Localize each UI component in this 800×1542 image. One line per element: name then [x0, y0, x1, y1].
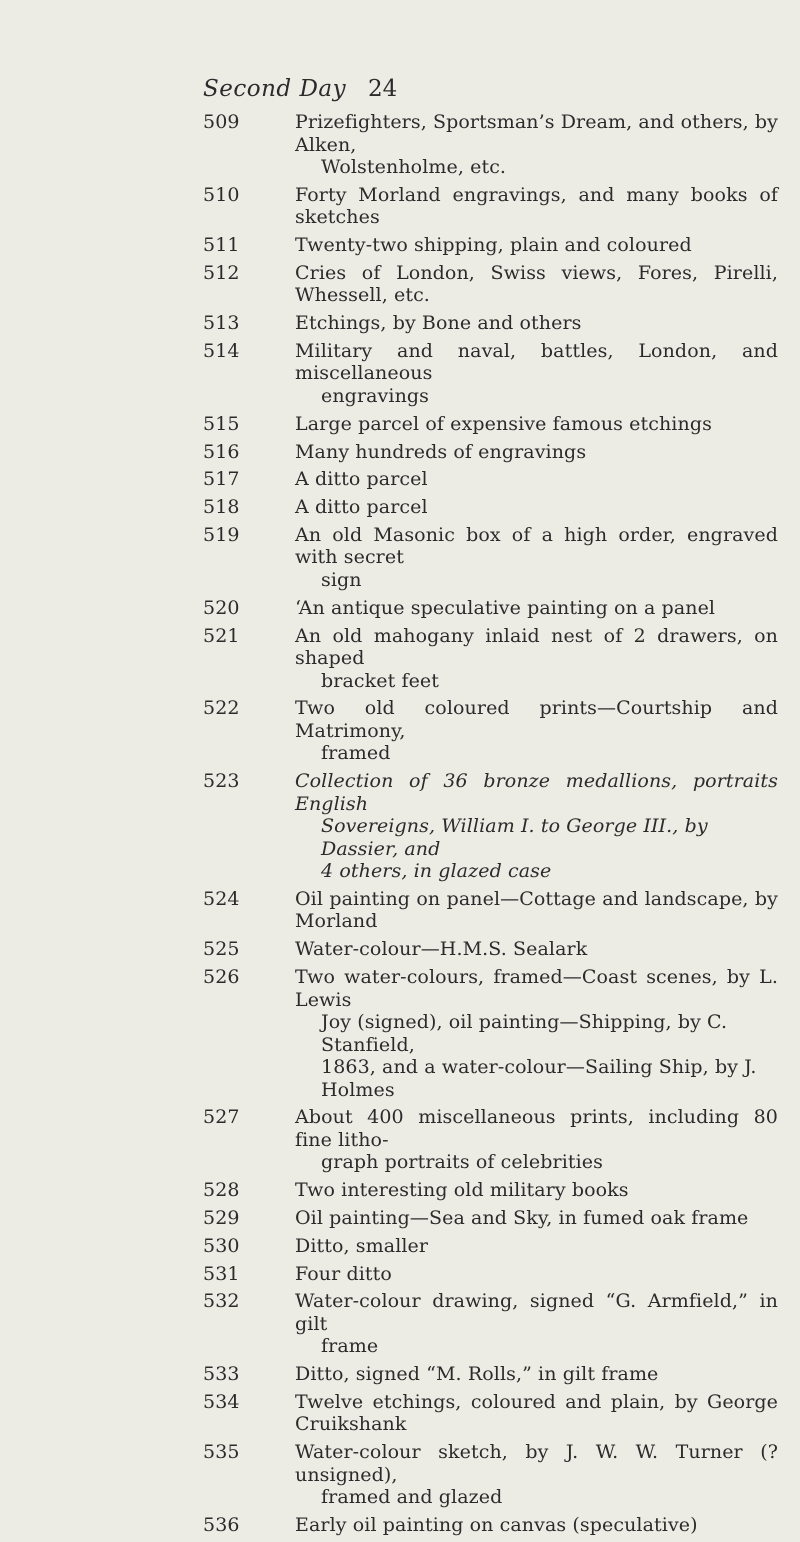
- lot-description-line: Four ditto: [295, 1262, 392, 1285]
- lot-description: [295, 597, 778, 620]
- lot-description-line: About 400 miscellaneous prints, including 80 fine litho-: [295, 1106, 778, 1151]
- lot-entry: [203, 697, 778, 765]
- lot-entry: [203, 496, 778, 519]
- lot-description: [295, 441, 778, 464]
- lot-description: [295, 1263, 778, 1286]
- lot-entry: [203, 1207, 778, 1230]
- lot-description: [295, 966, 778, 1101]
- lot-entry: [203, 413, 778, 436]
- lot-description: [295, 234, 778, 257]
- lot-number: 512: [203, 261, 240, 284]
- lot-description-line: Etchings, by Bone and others: [295, 312, 582, 335]
- lot-description-line: Ditto, smaller: [295, 1234, 429, 1257]
- lot-description-line: graph portraits of celebrities: [321, 1151, 603, 1174]
- lot-description-line: 4 others, in glazed case: [321, 860, 552, 883]
- lot-number: 534: [203, 1390, 240, 1413]
- lot-entry: [203, 938, 778, 961]
- lot-description-line: framed and glazed: [321, 1486, 503, 1509]
- lot-number: 509: [203, 111, 240, 133]
- lot-description-line: An old mahogany inlaid nest of 2 drawers, on shaped: [295, 624, 778, 670]
- lot-entry: [203, 1179, 778, 1202]
- lot-description-line: A ditto parcel: [295, 496, 428, 519]
- lot-description-line: Water-colour—H.M.S. Sealark: [295, 938, 588, 961]
- lot-number: 532: [203, 1290, 240, 1313]
- lot-description: [295, 938, 778, 961]
- lot-description-line: frame: [321, 1335, 379, 1358]
- lot-description-line: Large parcel of expensive famous etchings: [295, 412, 712, 435]
- lot-description: [295, 413, 778, 436]
- lot-description-line: Early oil painting on canvas (speculative): [295, 1514, 698, 1537]
- lot-number: 535: [203, 1441, 240, 1464]
- lot-description: [295, 1235, 778, 1258]
- lot-number: 528: [203, 1179, 240, 1202]
- lot-description-line: Water-colour sketch, by J. W. W. Turner (? unsigned),: [295, 1441, 778, 1486]
- lot-number: 518: [203, 496, 240, 519]
- lot-description: [295, 1106, 778, 1174]
- header-title: Second Day: [203, 76, 347, 102]
- lot-description-line: Sovereigns, William I. to George III., by Dassier, and: [321, 815, 708, 860]
- lot-number: 517: [203, 468, 240, 491]
- lot-description-line: Two interesting old military books: [295, 1179, 629, 1202]
- lot-description: [295, 262, 778, 307]
- lot-entry: [203, 184, 778, 229]
- lot-entry: [203, 1263, 778, 1286]
- lot-description-line: Military and naval, battles, London, and miscellaneous: [295, 339, 778, 385]
- lot-number: 536: [203, 1514, 240, 1537]
- lot-number: 533: [203, 1363, 240, 1386]
- lot-description-line: Wolstenholme, etc.: [321, 156, 507, 178]
- lot-entry: [203, 441, 778, 464]
- lot-description: [295, 1290, 778, 1358]
- lot-entry: [203, 111, 778, 179]
- lot-description: [295, 1391, 778, 1436]
- lot-number: 511: [203, 234, 240, 257]
- lot-description-line: An old Masonic box of a high order, engraved with secret: [295, 523, 778, 569]
- lot-description: [295, 496, 778, 519]
- lot-entry: [203, 1363, 778, 1386]
- lot-number: 521: [203, 624, 240, 647]
- lot-description-line: framed: [321, 742, 391, 765]
- lot-description-line: Ditto, signed “M. Rolls,” in gilt frame: [295, 1363, 659, 1386]
- lot-description: [295, 697, 778, 765]
- lot-description-line: Joy (signed), oil painting—Shipping, by C. Stanfield,: [321, 1011, 728, 1056]
- lot-entry: [203, 312, 778, 335]
- lot-entry: [203, 888, 778, 933]
- lot-number: 515: [203, 412, 240, 435]
- lot-entry: [203, 597, 778, 620]
- lot-number: 525: [203, 938, 240, 961]
- lot-description: [295, 888, 778, 933]
- lot-entry: [203, 966, 778, 1101]
- lot-description-line: Oil painting on panel—Cottage and landscape, by Morland: [295, 887, 778, 933]
- lot-description-line: Twelve etchings, coloured and plain, by George Cruikshank: [295, 1390, 778, 1436]
- lot-description-line: Oil painting—Sea and Sky, in fumed oak frame: [295, 1206, 749, 1229]
- lot-entry: [203, 1290, 778, 1358]
- lot-description-line: A ditto parcel: [295, 468, 428, 491]
- lot-number: 529: [203, 1206, 240, 1229]
- lot-description-line: Two water-colours, framed—Coast scenes, by L. Lewis: [295, 966, 778, 1011]
- lot-description-line: Forty Morland engravings, and many books of sketches: [295, 183, 778, 229]
- lot-entry: [203, 1106, 778, 1174]
- lot-description: [295, 312, 778, 335]
- lot-number: 516: [203, 440, 240, 463]
- lot-description: [295, 625, 778, 693]
- lot-entry: [203, 1235, 778, 1258]
- page-number: 24: [368, 76, 398, 102]
- lot-entry: [203, 1391, 778, 1436]
- lot-number: 526: [203, 966, 240, 989]
- lot-description: [295, 524, 778, 592]
- lot-number: 519: [203, 523, 240, 546]
- lot-description: [295, 468, 778, 491]
- lot-description-line: Two old coloured prints—Courtship and Matrimony,: [295, 697, 778, 742]
- lot-number: 514: [203, 339, 240, 362]
- lot-description-line: Collection of 36 bronze medallions, portraits English: [295, 770, 778, 815]
- lot-number: 523: [203, 770, 240, 793]
- lot-description-line: Twenty-two shipping, plain and coloured: [295, 234, 692, 257]
- lot-entry: [203, 770, 778, 883]
- lot-entry: [203, 340, 778, 408]
- lot-number: 513: [203, 312, 240, 335]
- lot-description-line: Water-colour drawing, signed “G. Armfield,” in gilt: [295, 1290, 778, 1335]
- lot-number: 522: [203, 697, 240, 720]
- lot-description: [295, 1207, 778, 1230]
- lot-description-line: ‘An antique speculative painting on a panel: [295, 596, 716, 619]
- lot-number: 520: [203, 596, 240, 619]
- lot-list: [203, 111, 778, 1542]
- lot-number: 531: [203, 1262, 240, 1285]
- lot-description-line: Prizefighters, Sportsman’s Dream, and others, by Alken,: [295, 111, 778, 156]
- lot-description-line: bracket feet: [321, 669, 440, 692]
- lot-description: [295, 770, 778, 883]
- lot-entry: [203, 262, 778, 307]
- lot-entry: [203, 468, 778, 491]
- lot-number: 530: [203, 1234, 240, 1257]
- lot-number: 524: [203, 887, 240, 910]
- lot-description: [295, 1441, 778, 1509]
- lot-entry: [203, 524, 778, 592]
- lot-description: [295, 184, 778, 229]
- lot-description-line: Cries of London, Swiss views, Fores, Pirelli, Whessell, etc.: [295, 261, 778, 307]
- lot-description: [295, 1179, 778, 1202]
- lot-entry: [203, 234, 778, 257]
- lot-number: 527: [203, 1106, 240, 1129]
- lot-description-line: sign: [321, 568, 362, 591]
- lot-entry: [203, 1441, 778, 1509]
- lot-description-line: 1863, and a water-colour—Sailing Ship, by J. Holmes: [321, 1056, 757, 1101]
- page-header: [203, 76, 780, 116]
- lot-description: [295, 340, 778, 408]
- lot-number: 510: [203, 183, 240, 206]
- lot-description: [295, 1363, 778, 1386]
- lot-description: [295, 111, 778, 179]
- lot-entry: [203, 625, 778, 693]
- lot-description-line: engravings: [321, 384, 430, 407]
- lot-description-line: Many hundreds of engravings: [295, 440, 587, 463]
- lot-entry: [203, 1514, 778, 1537]
- lot-description: [295, 1514, 778, 1537]
